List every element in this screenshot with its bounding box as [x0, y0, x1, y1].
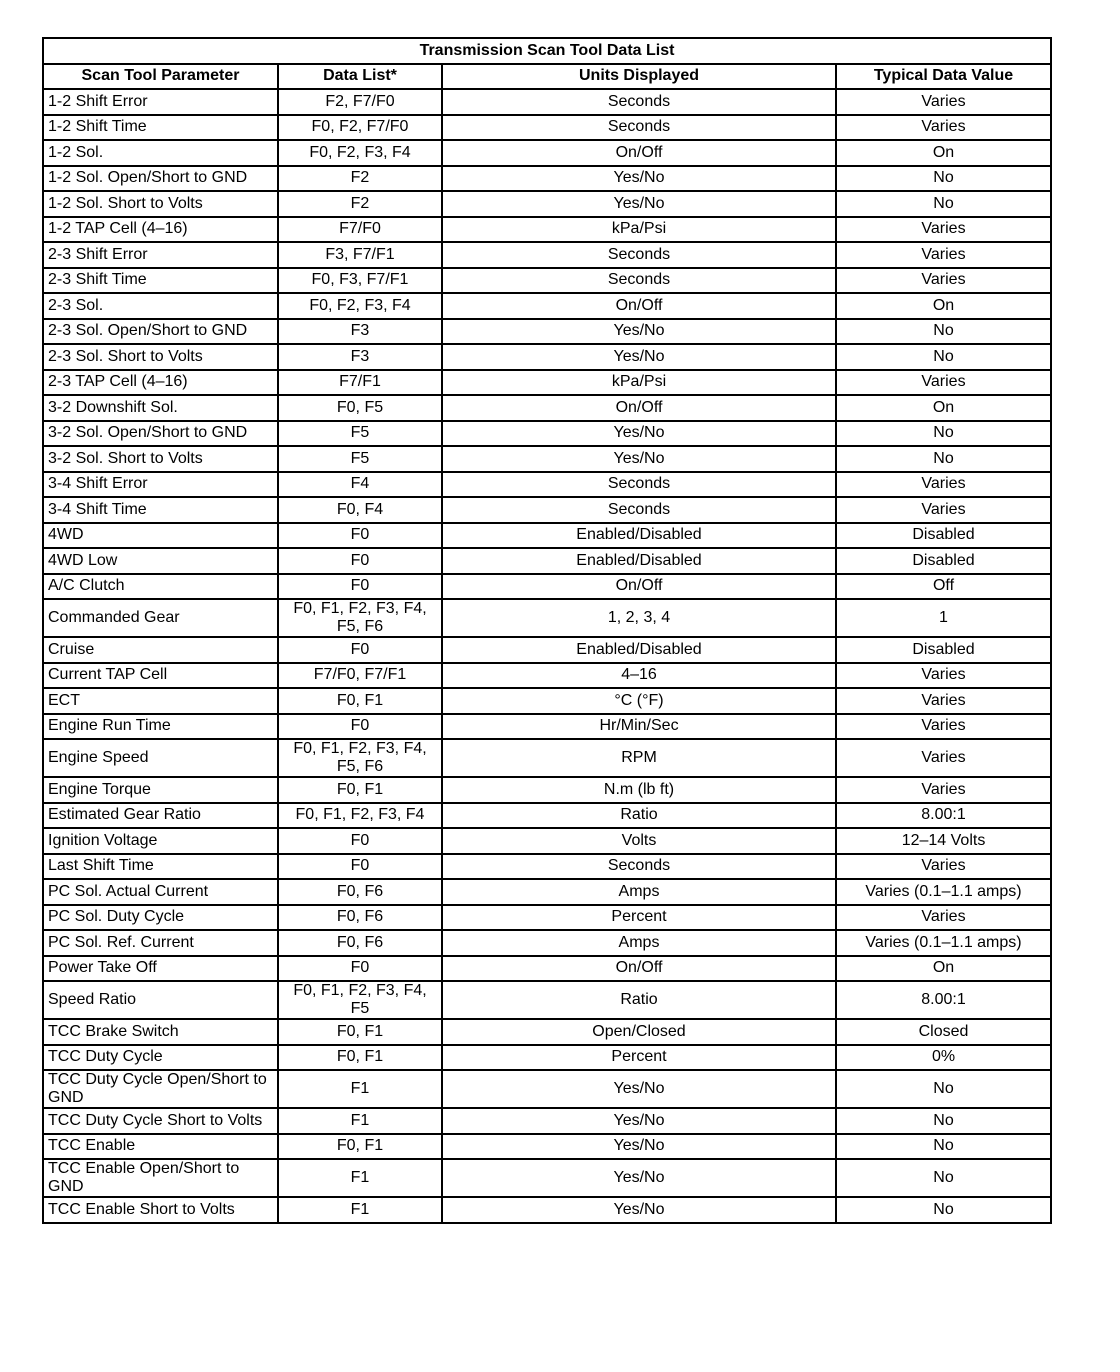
- data-list-cell: F0: [278, 714, 442, 740]
- typical-value-cell: No: [836, 1070, 1051, 1108]
- typical-value-cell: Disabled: [836, 523, 1051, 549]
- table-row: [43, 191, 1051, 217]
- typical-value-cell: Disabled: [836, 548, 1051, 574]
- units-cell: Yes/No: [442, 319, 836, 345]
- units-cell: Seconds: [442, 268, 836, 294]
- table-row: [43, 1045, 1051, 1071]
- parameter-cell: Engine Speed: [43, 739, 278, 777]
- data-list-cell: F0, F3, F7/F1: [278, 268, 442, 294]
- table-row: [43, 548, 1051, 574]
- table-row: [43, 89, 1051, 115]
- typical-value-cell: Varies: [836, 739, 1051, 777]
- table-row: [43, 1019, 1051, 1045]
- parameter-cell: 2-3 Sol. Open/Short to GND: [43, 319, 278, 345]
- typical-value-cell: On: [836, 395, 1051, 421]
- typical-value-cell: Varies: [836, 472, 1051, 498]
- header-data-list: Data List*: [278, 64, 442, 90]
- units-cell: Seconds: [442, 115, 836, 141]
- table-title-row: [43, 38, 1051, 64]
- typical-value-cell: 8.00:1: [836, 981, 1051, 1019]
- units-cell: On/Off: [442, 956, 836, 982]
- parameter-cell: 3-4 Shift Time: [43, 497, 278, 523]
- data-list-cell: F5: [278, 446, 442, 472]
- units-cell: kPa/Psi: [442, 370, 836, 396]
- data-list-cell: F0, F1, F2, F3, F4, F5, F6: [278, 739, 442, 777]
- parameter-cell: TCC Enable: [43, 1134, 278, 1160]
- data-list-cell: F0, F1: [278, 777, 442, 803]
- units-cell: Ratio: [442, 803, 836, 829]
- typical-value-cell: No: [836, 191, 1051, 217]
- table-row: [43, 217, 1051, 243]
- units-cell: On/Off: [442, 574, 836, 600]
- parameter-cell: 3-2 Downshift Sol.: [43, 395, 278, 421]
- parameter-cell: TCC Duty Cycle Short to Volts: [43, 1108, 278, 1134]
- typical-value-cell: Varies (0.1–1.1 amps): [836, 930, 1051, 956]
- table-row: [43, 905, 1051, 931]
- table-row: [43, 166, 1051, 192]
- parameter-cell: Estimated Gear Ratio: [43, 803, 278, 829]
- typical-value-cell: 1: [836, 599, 1051, 637]
- table-row: [43, 663, 1051, 689]
- units-cell: On/Off: [442, 395, 836, 421]
- parameter-cell: Cruise: [43, 637, 278, 663]
- data-list-cell: F5: [278, 421, 442, 447]
- typical-value-cell: No: [836, 1197, 1051, 1223]
- units-cell: Percent: [442, 1045, 836, 1071]
- units-cell: Seconds: [442, 472, 836, 498]
- units-cell: Ratio: [442, 981, 836, 1019]
- parameter-cell: 4WD: [43, 523, 278, 549]
- data-list-cell: F0, F6: [278, 879, 442, 905]
- parameter-cell: Engine Torque: [43, 777, 278, 803]
- data-list-cell: F0, F1: [278, 688, 442, 714]
- parameter-cell: 1-2 Sol. Short to Volts: [43, 191, 278, 217]
- parameter-cell: Engine Run Time: [43, 714, 278, 740]
- typical-value-cell: No: [836, 166, 1051, 192]
- table-row: [43, 574, 1051, 600]
- data-list-cell: F3: [278, 319, 442, 345]
- table-row: [43, 370, 1051, 396]
- data-list-cell: F0: [278, 523, 442, 549]
- units-cell: Amps: [442, 879, 836, 905]
- parameter-cell: TCC Enable Short to Volts: [43, 1197, 278, 1223]
- data-list-cell: F0: [278, 956, 442, 982]
- data-list-cell: F3: [278, 344, 442, 370]
- typical-value-cell: No: [836, 446, 1051, 472]
- units-cell: Yes/No: [442, 446, 836, 472]
- parameter-cell: A/C Clutch: [43, 574, 278, 600]
- scan-tool-data-table: [42, 37, 1052, 1224]
- units-cell: Amps: [442, 930, 836, 956]
- units-cell: 4–16: [442, 663, 836, 689]
- typical-value-cell: Varies: [836, 905, 1051, 931]
- units-cell: Open/Closed: [442, 1019, 836, 1045]
- parameter-cell: 3-4 Shift Error: [43, 472, 278, 498]
- data-list-cell: F1: [278, 1108, 442, 1134]
- table-row: [43, 319, 1051, 345]
- table-title: Transmission Scan Tool Data List: [43, 38, 1051, 64]
- parameter-cell: 3-2 Sol. Open/Short to GND: [43, 421, 278, 447]
- units-cell: Hr/Min/Sec: [442, 714, 836, 740]
- table-row: [43, 777, 1051, 803]
- header-units: Units Displayed: [442, 64, 836, 90]
- parameter-cell: 3-2 Sol. Short to Volts: [43, 446, 278, 472]
- parameter-cell: Speed Ratio: [43, 981, 278, 1019]
- data-list-cell: F0, F2, F3, F4: [278, 140, 442, 166]
- units-cell: Yes/No: [442, 421, 836, 447]
- data-list-cell: F0, F1, F2, F3, F4, F5, F6: [278, 599, 442, 637]
- data-list-cell: F0, F6: [278, 905, 442, 931]
- parameter-cell: PC Sol. Duty Cycle: [43, 905, 278, 931]
- units-cell: Yes/No: [442, 166, 836, 192]
- units-cell: Yes/No: [442, 1070, 836, 1108]
- parameter-cell: 2-3 Sol.: [43, 293, 278, 319]
- units-cell: On/Off: [442, 293, 836, 319]
- parameter-cell: ECT: [43, 688, 278, 714]
- parameter-cell: 1-2 TAP Cell (4–16): [43, 217, 278, 243]
- table-row: [43, 1159, 1051, 1197]
- units-cell: Yes/No: [442, 1197, 836, 1223]
- typical-value-cell: Varies: [836, 115, 1051, 141]
- table-row: [43, 421, 1051, 447]
- typical-value-cell: Varies (0.1–1.1 amps): [836, 879, 1051, 905]
- data-list-cell: F0: [278, 828, 442, 854]
- header-parameter: Scan Tool Parameter: [43, 64, 278, 90]
- parameter-cell: 1-2 Sol.: [43, 140, 278, 166]
- typical-value-cell: No: [836, 1134, 1051, 1160]
- data-list-cell: F4: [278, 472, 442, 498]
- table-row: [43, 242, 1051, 268]
- typical-value-cell: Varies: [836, 497, 1051, 523]
- data-list-cell: F2: [278, 166, 442, 192]
- typical-value-cell: Varies: [836, 268, 1051, 294]
- header-typical-value: Typical Data Value: [836, 64, 1051, 90]
- data-list-sheet: [42, 37, 1050, 1224]
- table-row: [43, 115, 1051, 141]
- data-list-cell: F0, F6: [278, 930, 442, 956]
- parameter-cell: 2-3 Sol. Short to Volts: [43, 344, 278, 370]
- parameter-cell: Ignition Voltage: [43, 828, 278, 854]
- table-row: [43, 140, 1051, 166]
- units-cell: Enabled/Disabled: [442, 637, 836, 663]
- typical-value-cell: No: [836, 344, 1051, 370]
- units-cell: Yes/No: [442, 1134, 836, 1160]
- table-row: [43, 293, 1051, 319]
- data-list-cell: F0, F2, F7/F0: [278, 115, 442, 141]
- data-list-cell: F2: [278, 191, 442, 217]
- data-list-cell: F0, F1, F2, F3, F4: [278, 803, 442, 829]
- table-row: [43, 472, 1051, 498]
- units-cell: RPM: [442, 739, 836, 777]
- units-cell: 1, 2, 3, 4: [442, 599, 836, 637]
- parameter-cell: PC Sol. Actual Current: [43, 879, 278, 905]
- table-row: [43, 879, 1051, 905]
- typical-value-cell: No: [836, 421, 1051, 447]
- units-cell: N.m (lb ft): [442, 777, 836, 803]
- table-row: [43, 344, 1051, 370]
- data-list-cell: F7/F1: [278, 370, 442, 396]
- typical-value-cell: Disabled: [836, 637, 1051, 663]
- parameter-cell: Current TAP Cell: [43, 663, 278, 689]
- data-list-cell: F1: [278, 1159, 442, 1197]
- units-cell: Volts: [442, 828, 836, 854]
- data-list-cell: F0, F1, F2, F3, F4, F5: [278, 981, 442, 1019]
- data-list-cell: F2, F7/F0: [278, 89, 442, 115]
- table-row: [43, 956, 1051, 982]
- typical-value-cell: On: [836, 140, 1051, 166]
- data-list-cell: F0: [278, 637, 442, 663]
- units-cell: Yes/No: [442, 344, 836, 370]
- units-cell: Enabled/Disabled: [442, 523, 836, 549]
- parameter-cell: 2-3 TAP Cell (4–16): [43, 370, 278, 396]
- parameter-cell: 2-3 Shift Time: [43, 268, 278, 294]
- table-row: [43, 1070, 1051, 1108]
- table-row: [43, 739, 1051, 777]
- data-list-cell: F3, F7/F1: [278, 242, 442, 268]
- table-row: [43, 930, 1051, 956]
- typical-value-cell: 0%: [836, 1045, 1051, 1071]
- table-row: [43, 497, 1051, 523]
- parameter-cell: TCC Duty Cycle Open/Short to GND: [43, 1070, 278, 1108]
- parameter-cell: TCC Duty Cycle: [43, 1045, 278, 1071]
- typical-value-cell: Varies: [836, 714, 1051, 740]
- data-list-cell: F0, F1: [278, 1045, 442, 1071]
- data-list-cell: F7/F0, F7/F1: [278, 663, 442, 689]
- typical-value-cell: No: [836, 319, 1051, 345]
- units-cell: kPa/Psi: [442, 217, 836, 243]
- table-row: [43, 268, 1051, 294]
- parameter-cell: 4WD Low: [43, 548, 278, 574]
- units-cell: Seconds: [442, 854, 836, 880]
- typical-value-cell: Varies: [836, 370, 1051, 396]
- data-list-cell: F1: [278, 1197, 442, 1223]
- parameter-cell: Last Shift Time: [43, 854, 278, 880]
- data-list-cell: F0, F4: [278, 497, 442, 523]
- data-list-cell: F0: [278, 574, 442, 600]
- parameter-cell: 1-2 Sol. Open/Short to GND: [43, 166, 278, 192]
- table-row: [43, 803, 1051, 829]
- typical-value-cell: Varies: [836, 663, 1051, 689]
- typical-value-cell: No: [836, 1108, 1051, 1134]
- data-list-cell: F0, F1: [278, 1134, 442, 1160]
- parameter-cell: 1-2 Shift Error: [43, 89, 278, 115]
- table-row: [43, 828, 1051, 854]
- table-row: [43, 637, 1051, 663]
- typical-value-cell: Varies: [836, 854, 1051, 880]
- table-header-row: [43, 64, 1051, 90]
- typical-value-cell: Closed: [836, 1019, 1051, 1045]
- data-list-cell: F0, F5: [278, 395, 442, 421]
- typical-value-cell: Varies: [836, 688, 1051, 714]
- units-cell: Seconds: [442, 242, 836, 268]
- typical-value-cell: No: [836, 1159, 1051, 1197]
- table-row: [43, 1108, 1051, 1134]
- table-row: [43, 523, 1051, 549]
- parameter-cell: TCC Enable Open/Short to GND: [43, 1159, 278, 1197]
- typical-value-cell: Off: [836, 574, 1051, 600]
- data-list-cell: F7/F0: [278, 217, 442, 243]
- data-list-cell: F0: [278, 548, 442, 574]
- typical-value-cell: Varies: [836, 89, 1051, 115]
- table-row: [43, 1134, 1051, 1160]
- units-cell: Percent: [442, 905, 836, 931]
- table-row: [43, 599, 1051, 637]
- units-cell: Seconds: [442, 89, 836, 115]
- parameter-cell: Commanded Gear: [43, 599, 278, 637]
- table-row: [43, 446, 1051, 472]
- table-row: [43, 854, 1051, 880]
- typical-value-cell: On: [836, 293, 1051, 319]
- units-cell: Seconds: [442, 497, 836, 523]
- units-cell: Yes/No: [442, 191, 836, 217]
- data-list-cell: F0, F2, F3, F4: [278, 293, 442, 319]
- data-list-cell: F1: [278, 1070, 442, 1108]
- typical-value-cell: Varies: [836, 242, 1051, 268]
- typical-value-cell: 12–14 Volts: [836, 828, 1051, 854]
- parameter-cell: 2-3 Shift Error: [43, 242, 278, 268]
- data-list-cell: F0: [278, 854, 442, 880]
- units-cell: Enabled/Disabled: [442, 548, 836, 574]
- typical-value-cell: 8.00:1: [836, 803, 1051, 829]
- typical-value-cell: Varies: [836, 217, 1051, 243]
- parameter-cell: 1-2 Shift Time: [43, 115, 278, 141]
- units-cell: On/Off: [442, 140, 836, 166]
- table-row: [43, 395, 1051, 421]
- data-list-cell: F0, F1: [278, 1019, 442, 1045]
- units-cell: Yes/No: [442, 1159, 836, 1197]
- typical-value-cell: On: [836, 956, 1051, 982]
- table-row: [43, 981, 1051, 1019]
- units-cell: Yes/No: [442, 1108, 836, 1134]
- units-cell: °C (°F): [442, 688, 836, 714]
- parameter-cell: PC Sol. Ref. Current: [43, 930, 278, 956]
- table-row: [43, 1197, 1051, 1223]
- typical-value-cell: Varies: [836, 777, 1051, 803]
- table-row: [43, 714, 1051, 740]
- parameter-cell: Power Take Off: [43, 956, 278, 982]
- table-row: [43, 688, 1051, 714]
- parameter-cell: TCC Brake Switch: [43, 1019, 278, 1045]
